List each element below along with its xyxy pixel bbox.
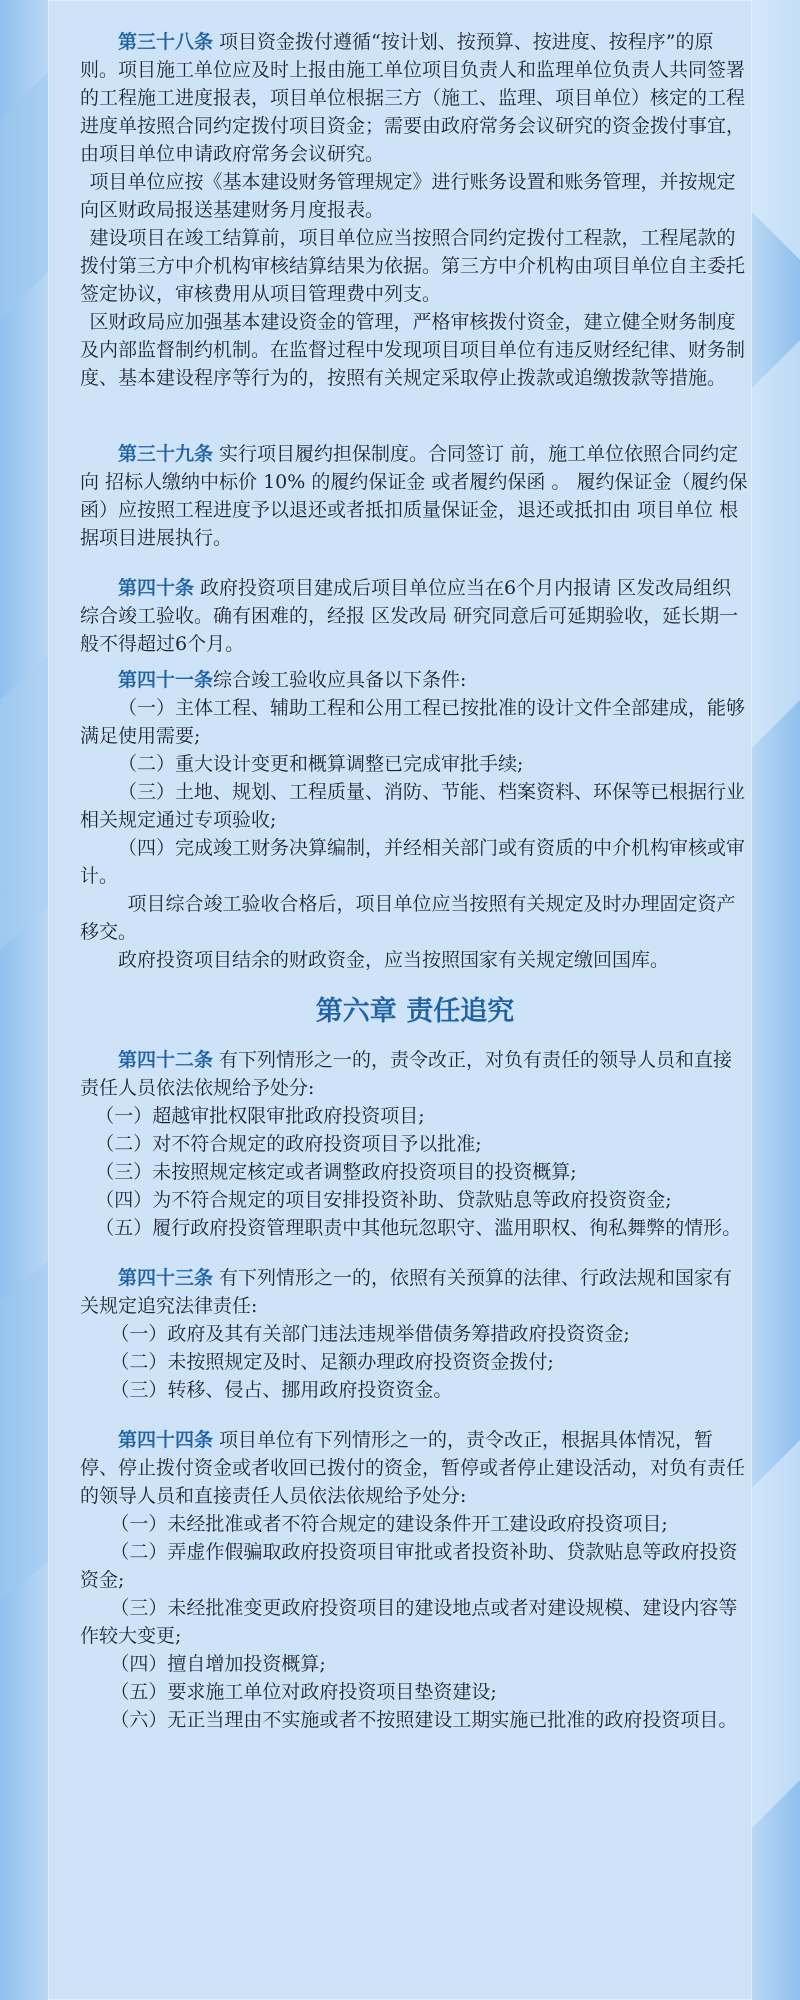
article-40-paragraph — [80, 574, 750, 658]
article-44-intro — [80, 1426, 750, 1510]
list-item: （四）为不符合规定的项目安排投资补助、贷款贴息等政府投资资金; — [95, 1189, 672, 1211]
list-item: （二）弄虚作假骗取政府投资项目审批或者投资补助、贷款贴息等政府投资资金; — [80, 1541, 738, 1591]
list-item: （一）超越审批权限审批政府投资项目; — [95, 1105, 425, 1127]
article-42-intro — [80, 1046, 750, 1102]
list-item: （五）履行政府投资管理职责中其他玩忽职守、滥用职权、徇私舞弊的情形。 — [95, 1217, 742, 1239]
chapter-heading: 第六章 责任追究 — [315, 996, 515, 1027]
list-item: （六）无正当理由不实施或者不按照建设工期实施已批准的政府投资项目。 — [110, 1709, 738, 1731]
list-item: （三）未按照规定核定或者调整政府投资项目的投资概算; — [95, 1161, 577, 1183]
list-item: （三）土地、规划、工程质量、消防、节能、档案资料、环保等已根据行业相关规定通过专项验收; — [80, 781, 746, 831]
article-38-text: 项目资金拨付遵循“按计划、按预算、按进度、按程序”的原则。项目施工单位应及时上报由施工单位项目负责人和监理单位负责人共同签署的工程施工进度报表，项目单位根据三方（施工、监理、项目单位）核定的工程进度单按照合同约定拨付项目资金；需要由政府常务会议研究的资金拨付事宜，由项目单位申请政府常务会议研究。 — [80, 31, 746, 165]
article-39-paragraph — [80, 440, 750, 552]
article-41-intro-text: 综合竣工验收应具备以下条件: — [213, 669, 467, 691]
article-43-title: 第四十三条 — [118, 1267, 214, 1289]
list-item: （一）主体工程、辅助工程和公用工程已按批准的设计文件全部建成，能够满足使用需要; — [80, 697, 746, 747]
article-40-title: 第四十条 — [118, 577, 195, 599]
article-40-text: 政府投资项目建成后项目单位应当在6个月内报请 区发改局组织 综合竣工验收。确有困难的，经报 区发改局 研究同意后可延期验收，延长期一般不得超过6个月。 — [80, 577, 739, 655]
article-41-paragraph-2: 政府投资项目结余的财政资金，应当按照国家有关规定缴回国库。 — [118, 949, 670, 971]
article-38-paragraph-3: 建设项目在竣工结算前，项目单位应当按照合同约定拨付工程款，工程尾款的拨付第三方中介机构审核结算结果为依据。第三方中介机构由项目单位自主委托签定协议，审核费用从项目管理费中列支。 — [80, 227, 746, 305]
list-item: （一）未经批准或者不符合规定的建设条件开工建设政府投资项目; — [110, 1513, 668, 1535]
list-item: （二）重大设计变更和概算调整已完成审批手续; — [118, 753, 524, 775]
article-41-title: 第四十一条 — [118, 669, 214, 691]
article-44-intro-text: 项目单位有下列情形之一的，责令改正，根据具体情况，暂停、停止拨付资金或者收回已拨付的资金，暂停或者停止建设活动，对负有责任的领导人员和直接责任人员依法依规给予处分: — [80, 1429, 746, 1507]
article-39-title: 第三十九条 — [118, 443, 214, 465]
list-item: （二）未按照规定及时、足额办理政府投资资金拨付; — [110, 1351, 554, 1373]
article-38-paragraph-2: 项目单位应按《基本建设财务管理规定》进行账务设置和账务管理，并按规定向区财政局报送基建财务月度报表。 — [80, 171, 736, 221]
article-42-intro-text: 有下列情形之一的，责令改正，对负有责任的领导人员和直接责任人员依法依规给予处分: — [80, 1049, 733, 1099]
list-item: （三）未经批准变更政府投资项目的建设地点或者对建设规模、建设内容等作较大变更; — [80, 1597, 738, 1647]
list-item: （五）要求施工单位对政府投资项目垫资建设; — [110, 1681, 497, 1703]
list-item: （一）政府及其有关部门违法违规举借债务筹措政府投资资金; — [110, 1323, 630, 1345]
article-41-intro — [80, 666, 750, 694]
article-38-paragraph-4: 区财政局应加强基本建设资金的管理，严格审核拨付资金，建立健全财务制度及内部监督制约机制。在监督过程中发现项目项目单位有违反财经纪律、财务制度、基本建设程序等行为的，按照有关规定采取停止拨款或追缴拨款等措施。 — [80, 311, 746, 389]
article-43-intro — [80, 1264, 750, 1320]
article-43-intro-text: 有下列情形之一的，依照有关预算的法律、行政法规和国家有关规定追究法律责任: — [80, 1267, 733, 1317]
list-item: （四）擅自增加投资概算; — [110, 1653, 326, 1675]
document-body — [80, 28, 750, 1734]
article-39-text: 实行项目履约担保制度。合同签订 前，施工单位依照合同约定向 招标人缴纳中标价 10% 的履约保证金 或者履约保函 。 履约保证金（履约保函）应按照工程进度予以退还或者抵扣质量保证金，退还或抵扣由 项目单位 根据项目进展执行。 — [80, 443, 748, 549]
article-38-title: 第三十八条 — [118, 31, 214, 53]
list-item: （二）对不符合规定的政府投资项目予以批准; — [95, 1133, 482, 1155]
article-41-paragraph-1: 项目综合竣工验收合格后，项目单位应当按照有关规定及时办理固定资产移交。 — [80, 893, 736, 943]
article-42-title: 第四十二条 — [118, 1049, 214, 1071]
list-item: （四）完成竣工财务决算编制，并经相关部门或有资质的中介机构审核或审计。 — [80, 837, 746, 887]
article-44-title: 第四十四条 — [118, 1429, 214, 1451]
article-38-paragraph-1 — [80, 28, 750, 168]
list-item: （三）转移、侵占、挪用政府投资资金。 — [110, 1379, 453, 1401]
